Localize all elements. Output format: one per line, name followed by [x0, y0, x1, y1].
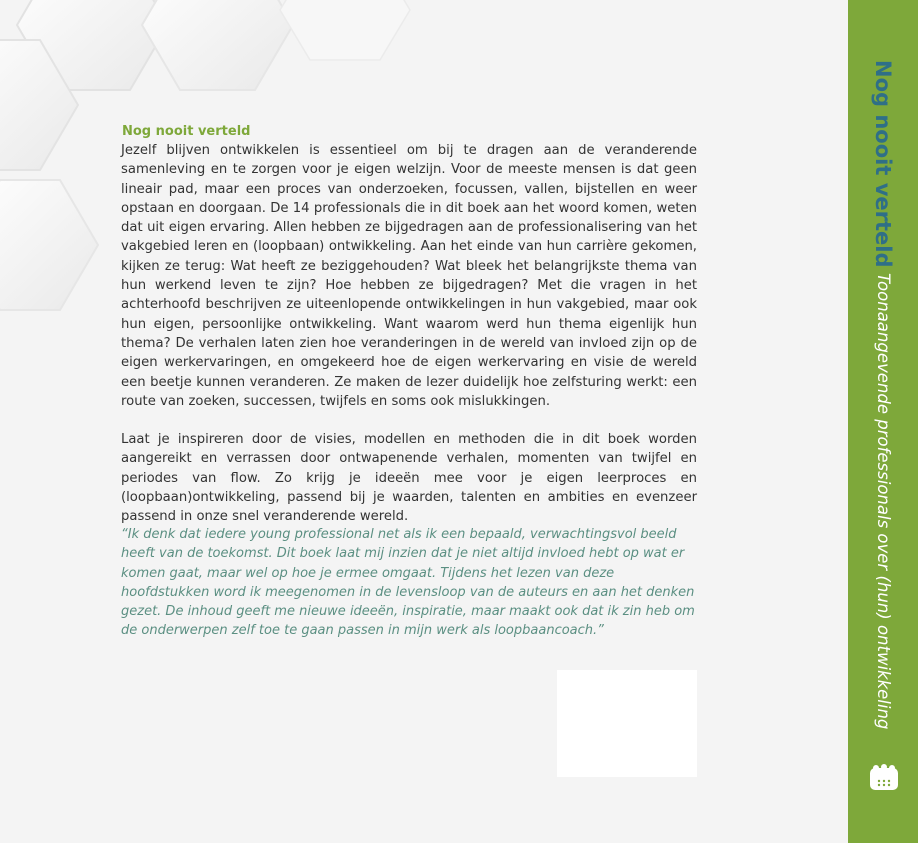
spine-title: Nog nooit verteld	[871, 60, 895, 268]
blurb	[121, 141, 697, 546]
blurb-paragraph-1: Jezelf blijven ontwikkelen is essentieel om bij te dragen aan de veranderende samenleving en te zorgen voor je eigen welzijn. Voor de meeste mensen is dat geen lineair pad, maar een proces van onderzoeken, focussen, vallen, bijstellen en weer opstaan en doorgaan. De 14 professionals die in dit boek aan het woord komen, weten dat uit eigen ervaring. Allen hebben ze bijgedragen aan de professionalisering van het vakgebied leren en (loopbaan) ontwikkeling. Aan het einde van hun carrière gekomen, kijken ze terug: Wat heeft ze beziggehouden? Wat bleek het belangrijkste thema van hun werkend leven te zijn? Hoe hebben ze bijgedragen? Met die vragen in het achterhoofd beschrijven ze uiteenlopende ontwikkelingen in hun vakgebied, maar ook hun eigen, persoonlijke ontwikkeling. Want waarom werd hun thema eigenlijk hun thema? De verhalen laten zien hoe veranderingen in de wereld van invloed zijn op de eigen werkervaringen, en omgekeerd hoe de eigen werkervaring en visie de wereld een beetje kunnen veranderen. Ze maken de lezer duidelijk hoe zelfsturing werkt: een route van zoeken, successen, twijfels en soms ook mislukkingen.	[121, 143, 697, 409]
testimonial-quote: “Ik denk dat iedere young professional net als ik een bepaald, verwachtingsvol beeld heeft van de toekomst. Dit boek laat mij inzien dat je niet altijd invloed hebt op wat er komen gaat, maar wel op hoe je ermee omgaat. Tijdens het lezen van deze hoofdstukken word ik meegenomen in de levensloop van de auteurs en aan het denken gezet. De inhoud geeft me nieuwe ideeën, inspiratie, maar maakt ook dat ik zin heb om de onderwerpen zelf toe te gaan passen in mijn werk als loopbaancoach.”	[121, 527, 695, 639]
back-cover-heading: Nog nooit verteld	[122, 124, 251, 139]
blurb-paragraph-2: Laat je inspireren door de visies, modellen en methoden die in dit boek worden aangereikt en verrassen door ontwapenende verhalen, momenten van twijfel en periodes van flow. Zo krijg je ideeën mee voor je eigen leerproces en (loopbaan)ontwikkeling, passend bij je waarden, talenten en ambities en evenzeer passend in onze snel veranderende wereld.	[121, 432, 697, 525]
publisher-logo-icon	[868, 762, 900, 794]
spine-subtitle: Toonaangevende professionals over (hun) ontwikkeling	[874, 273, 893, 730]
barcode-area	[557, 670, 697, 777]
